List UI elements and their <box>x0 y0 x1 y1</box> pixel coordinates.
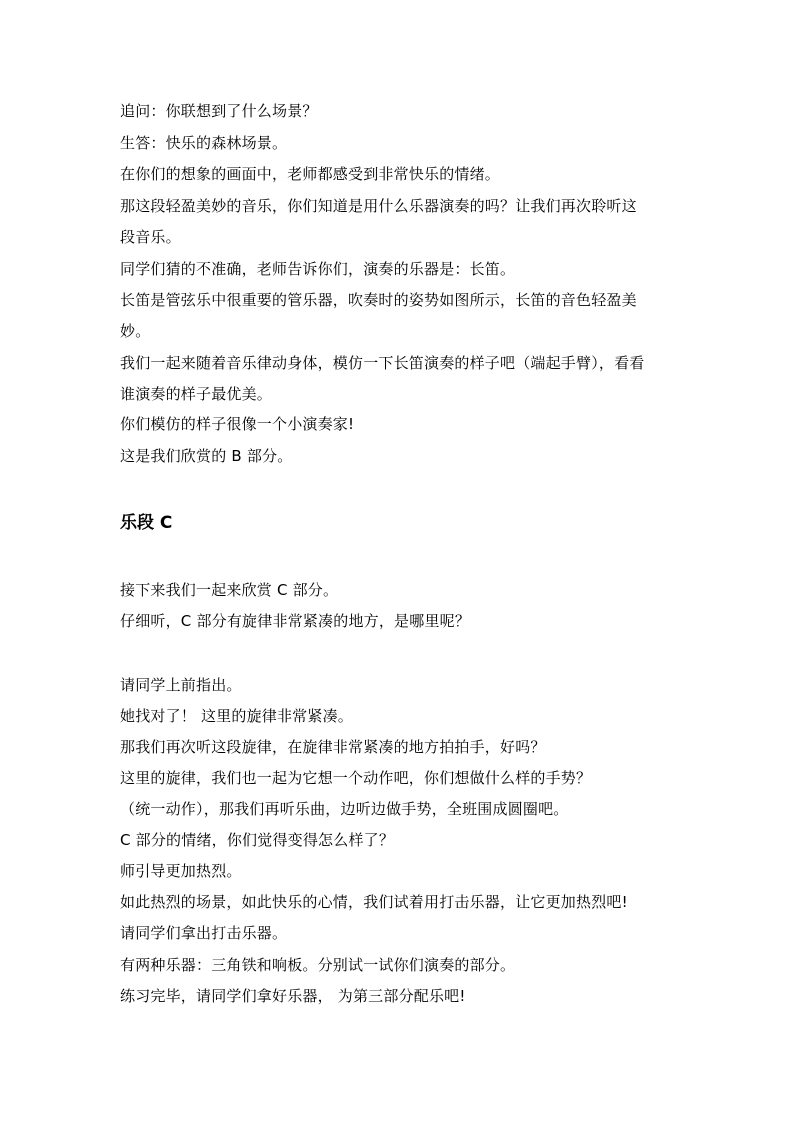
section-heading: 乐段 C <box>120 513 173 533</box>
paragraph-line: 同学们猜的不准确，老师告诉你们，演奏的乐器是：长笛。 <box>120 260 516 278</box>
paragraph-line: 这是我们欣赏的 B 部分。 <box>120 447 293 465</box>
paragraph-line: 追问：你联想到了什么场景？ <box>120 102 318 120</box>
paragraph-line: 那这段轻盈美妙的音乐，你们知道是用什么乐器演奏的吗？让我们再次聆听这 <box>120 197 637 215</box>
paragraph-line: 那我们再次听这段旋律，在旋律非常紧凑的地方拍拍手，好吗？ <box>120 738 546 756</box>
paragraph-line: 如此热烈的场景，如此快乐的心情，我们试着用打击乐器，让它更加热烈吧! <box>120 893 628 911</box>
paragraph-line: 我们一起来随着音乐律动身体，模仿一下长笛演奏的样子吧（端起手臂），看看 <box>120 354 645 372</box>
paragraph-line: 你们模仿的样子很像一个小演奏家! <box>120 415 355 433</box>
paragraph-line: 接下来我们一起来欣赏 C 部分。 <box>120 581 339 599</box>
paragraph-line: 妙。 <box>120 322 151 340</box>
paragraph-line: 在你们的想象的画面中，老师都感受到非常快乐的情绪。 <box>120 165 501 183</box>
paragraph-line: （统一动作），那我们再听乐曲，边听边做手势，全班围成圆圈吧。 <box>120 800 569 818</box>
paragraph-line: 师引导更加热烈。 <box>120 862 242 880</box>
paragraph-line: 谁演奏的样子最优美。 <box>120 385 273 403</box>
paragraph-line: 有两种乐器：三角铁和响板。分别试一试你们演奏的部分。 <box>120 956 516 974</box>
paragraph-line: C 部分的情绪，你们觉得变得怎么样了？ <box>120 831 395 849</box>
paragraph-line: 这里的旋律，我们也一起为它想一个动作吧，你们想做什么样的手势？ <box>120 769 592 787</box>
paragraph-line: 仔细听，C 部分有旋律非常紧凑的地方，是哪里呢？ <box>120 612 471 630</box>
paragraph-line: 练习完毕，请同学们拿好乐器， 为第三部分配乐吧! <box>120 987 466 1005</box>
paragraph-line: 段音乐。 <box>120 228 181 246</box>
paragraph-line: 请同学上前指出。 <box>120 676 242 694</box>
paragraph-line: 生答：快乐的森林场景。 <box>120 134 288 152</box>
paragraph-line: 请同学们拿出打击乐器。 <box>120 924 288 942</box>
paragraph-line: 长笛是管弦乐中很重要的管乐器，吹奏时的姿势如图所示，长笛的音色轻盈美 <box>120 291 637 309</box>
paragraph-line: 她找对了！ 这里的旋律非常紧凑。 <box>120 707 353 725</box>
